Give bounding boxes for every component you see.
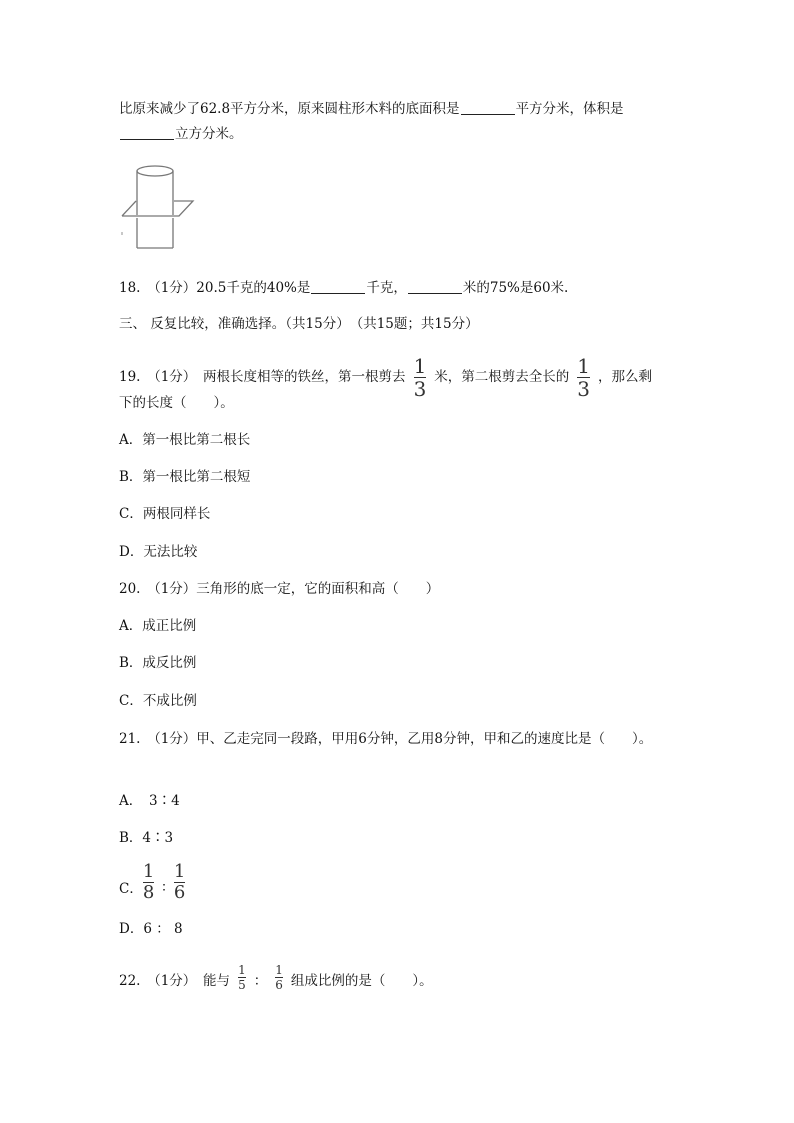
option-d[interactable]: D．6 ： 8 [119, 921, 183, 937]
option-b[interactable]: B．4∶3 [119, 830, 174, 846]
q17-line-1: 比原来减少了62.8平方分米，原来圆柱形木料的底面积是 平方分米，体积是 [119, 101, 624, 117]
fraction: $\frac{1}{5}$ [238, 962, 246, 992]
question-19-stem-line-2: 下的长度（ ）。 [119, 395, 234, 411]
option-c[interactable]: C．两根同样长 [119, 506, 211, 522]
fraction: $\frac{1}{8}$ [142, 860, 155, 903]
fraction: $\frac{1}{3}$ [413, 353, 427, 401]
answer-blank[interactable] [408, 279, 462, 294]
question-21-stem: 21. （1分）甲、乙走完同一段路，甲用6分钟，乙用8分钟，甲和乙的速度比是（ ）。 [119, 731, 653, 747]
section-title: 三、 反复比较，准确选择。（共15分） （共15题；共15分） [119, 316, 479, 332]
answer-blank[interactable] [311, 279, 365, 294]
question-19-stem: 19. （1分） 两根长度相等的铁丝，第一根剪去 $\frac{1}{3}$ 米，第二根剪去全长的 $\frac{1}{3}$ ，那么剩 [119, 353, 653, 401]
option-b[interactable]: B．成反比例 [119, 655, 197, 671]
fraction: $\frac{1}{6}$ [275, 962, 283, 992]
option-a[interactable]: A． 3∶4 [119, 793, 180, 809]
question-20-stem: 20. （1分）三角形的底一定，它的面积和高（ ） [119, 581, 440, 597]
fraction: $\frac{1}{6}$ [173, 860, 186, 903]
option-b[interactable]: B．第一根比第二根短 [119, 469, 251, 485]
answer-blank[interactable] [461, 100, 515, 115]
option-c[interactable]: C． $\frac{1}{8}$ ∶ $\frac{1}{6}$ [119, 860, 186, 903]
question-22-stem: 22. （1分） 能与 $\frac{1}{5}$ ： $\frac{1}{6}$ 组成比例的是（ ）。 [119, 962, 433, 992]
q17-line-2: 立方分米。 [119, 124, 243, 144]
answer-blank[interactable] [120, 125, 174, 140]
option-a[interactable]: A．第一根比第二根长 [119, 432, 251, 448]
cylinder-plane-figure [118, 160, 198, 255]
question-18: 18. （1分）20.5千克的40%是 千克， 米的75%是60米. [119, 280, 569, 296]
option-a[interactable]: A．成正比例 [119, 618, 197, 634]
option-d[interactable]: D．无法比较 [119, 544, 198, 560]
fraction: $\frac{1}{3}$ [577, 353, 591, 401]
option-c[interactable]: C．不成比例 [119, 693, 197, 709]
